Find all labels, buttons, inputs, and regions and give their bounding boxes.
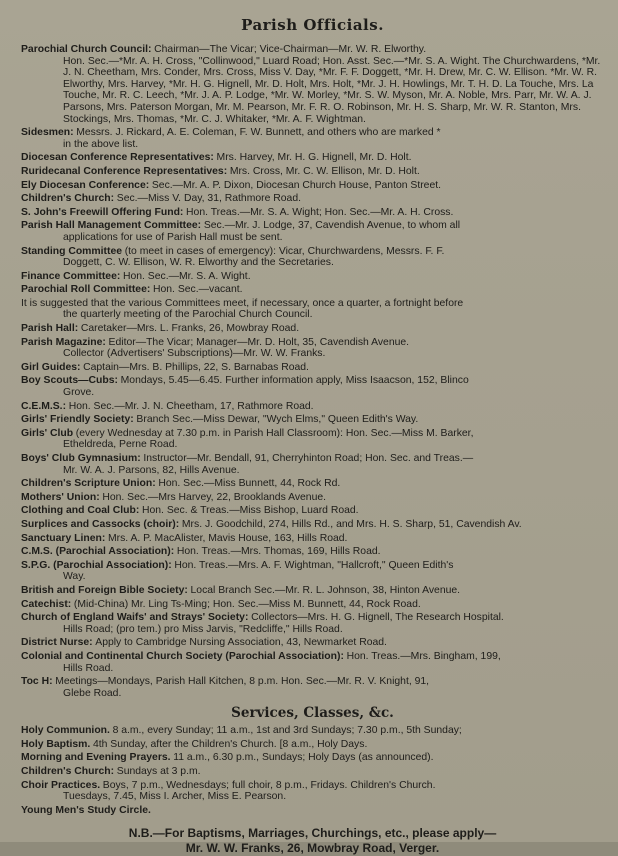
entry-label: Colonial and Continental Church Society (Parochial Association): [21,650,344,662]
entry-catechist [21,599,604,611]
entry-continuation: Hon. Sec.—*Mr. A. H. Cross, "Collinwood," Luard Road; Hon. Asst. Sec.—*Mr. S. A. Wight. The Churchwardens, *Mr. J. N. Cheetham, Mrs. Conder, Mrs. Cross, Miss V. Day, *Mr. F. F. Doggett, *Mr. H. Drew, Mr. C. W. Ellison. *Mr. W. R. Elworthy, Mrs. Harvey, *Mr. H. G. Hignell, Mr. D. Holt, Mrs. Holt, *Mr. J. H. Howlings, Mr. T. H. D. La Touche, Mrs. La Touche, Mr. R. C. Leech, *Mr. J. A. P. Lodge, *Mr. W. Morley, *Mr. S. W. Myson, Mr. A. Noble, Mrs. Parr, Mr. W. A. J. Parsons, Mrs. Paterson Morgan, Mr. M. Pearson, Mr. F. R. O. Robinson, Mr. H. S. Sharp, Mr. W. R. Stanton, Mrs. Stockings, Mrs. Thomas, *Mr. C. J. Whitaker, *Mr. A. F. Wightman. [63,55,601,125]
entry-ruridecanal-conference [21,166,604,178]
entry-text: Hon. Sec.—Miss Bunnett, 44, Rock Rd. [158,478,341,490]
entry-text: Caretaker—Mrs. L. Franks, 26, Mowbray Road. [80,323,300,335]
entry-continuation: Hills Road. [63,662,114,674]
entry-continuation: Way. [63,571,86,583]
entry-label: Diocesan Conference Representatives: [21,152,214,164]
entry-toc-h [21,676,604,699]
nb-line-2: Mr. W. W. Franks, 26, Mowbray Road, Verger. [185,841,440,856]
service-label: Holy Communion. [21,725,110,737]
entry-text: Branch Sec.—Miss Dewar, "Wych Elms," Queen Edith's Way. [136,414,419,426]
entry-cms [21,546,604,558]
entry-continuation: Mr. W. A. J. Parsons, 82, Hills Avenue. [63,464,240,476]
entry-standing-committee [21,246,604,269]
service-text: 11 a.m., 6.30 p.m., Sundays; Holy Days (as announced). [173,752,434,764]
entry-text: Sec.—Mr. J. Lodge, 37, Cavendish Avenue, to whom all [203,220,461,232]
services-list [21,725,604,816]
entry-mothers-union [21,492,604,504]
entry-spg [21,560,604,583]
entry-text: Meetings—Mondays, Parish Hall Kitchen, 8 p.m. Hon. Sec.—Mr. R. V. Knight, 91, [55,676,430,688]
service-young-mens-study-circle [21,805,604,817]
entry-text: (Mid-China) Mr. Ling Ts-Ming; Hon. Sec.—Miss M. Bunnett, 44, Rock Road. [73,598,421,610]
entry-label: Church of England Waifs' and Strays' Society: [21,612,249,624]
nb-line-1: N.B.—For Baptisms, Marriages, Churchings, etc., please apply— [128,826,497,841]
entry-label: District Nurse: [21,637,93,649]
entry-text: Collectors—Mrs. H. G. Hignell, The Research Hospital. [251,612,504,624]
entry-text: Chairman—The Vicar; Vice-Chairman—Mr. W. R. Elworthy. [154,44,427,55]
entry-label: C.E.M.S.: [21,400,67,412]
entry-diocesan-conference [21,152,604,164]
entry-label: Surplices and Cassocks (choir): [21,518,180,530]
entry-label: Mothers' Union: [21,491,100,503]
entry-text: Messrs. J. Rickard, A. E. Coleman, F. W. Bunnett, and others who are marked * [76,127,441,139]
entry-parochial-roll [21,284,604,296]
service-holy-communion [21,725,604,737]
entry-label: Clothing and Coal Club: [21,505,140,517]
entry-label: Girl Guides: [21,361,81,373]
entry-text: Hon. Sec.—Mr. J. N. Cheetham, 17, Rathmore Road. [68,400,314,412]
entry-continuation: in the above list. [63,138,139,150]
entry-label: Girls' Friendly Society: [21,414,134,426]
note-continuation: the quarterly meeting of the Parochial Church Council. [63,309,313,321]
entry-boys-club [21,453,604,476]
service-label: Holy Baptism. [21,738,91,750]
entry-text: Hon. Sec.—Mr. S. A. Wight. [122,270,251,282]
entry-text: (every Wednesday at 7.30 p.m. in Parish Hall Classroom): Hon. Sec.—Miss M. Barker, [75,427,474,439]
entry-label: Ely Diocesan Conference: [21,179,150,191]
nb-notice [21,826,604,856]
entry-text: Hon. Treas.—Mrs. Thomas, 169, Hills Road. [176,546,381,558]
entry-girl-guides [21,362,604,374]
entry-continuation: applications for use of Parish Hall must be sent. [63,231,283,243]
organisations-list [21,323,604,699]
entry-text: Sec.—Mr. A. P. Dixon, Diocesan Church House, Panton Street. [151,179,442,191]
service-label: Choir Practices. [21,779,101,791]
entry-bible-society [21,585,604,597]
entry-sanctuary-linen [21,533,604,545]
entry-sidesmen [21,127,604,150]
entry-surplices-cassocks [21,519,604,531]
service-text: 4th Sunday, after the Children's Church. [8 a.m., Holy Days. [92,738,368,750]
entry-continuation: Grove. [63,387,95,399]
entry-text: Apply to Cambridge Nursing Association, 43, Newmarket Road. [95,637,387,649]
entry-text: Instructor—Mr. Bendall, 91, Cherryhinton Road; Hon. Sec. and Treas.— [143,453,474,464]
entry-colonial-continental [21,651,604,674]
entry-ely-diocesan-conference [21,180,604,192]
entry-scripture-union [21,478,604,490]
entry-label: S. John's Freewill Offering Fund: [21,206,184,218]
entry-label: Boys' Club Gymnasium: [21,453,141,464]
service-holy-baptism [21,739,604,751]
entry-label: S.P.G. (Parochial Association): [21,559,172,571]
entry-label: Standing Committee [21,245,123,257]
entry-text: Editor—The Vicar; Manager—Mr. D. Holt, 35, Cavendish Avenue. [108,336,410,348]
entry-text: Sec.—Miss V. Day, 31, Rathmore Road. [116,193,301,205]
service-morning-evening-prayers [21,752,604,764]
entry-label: Children's Church: [21,193,115,205]
entry-text: Hon. Treas.—Mrs. A. F. Wightman, "Hallcroft," Queen Edith's [174,559,454,571]
entry-text: Hon. Treas.—Mr. S. A. Wight; Hon. Sec.—Mr. A. H. Cross. [186,206,454,218]
entry-text: Mrs. J. Goodchild, 274, Hills Rd., and Mrs. H. S. Sharp, 51, Cavendish Av. [181,518,522,530]
entry-continuation: Etheldreda, Perne Road. [63,439,178,451]
entry-freewill-offering [21,207,604,219]
entry-childrens-church [21,193,604,205]
entry-text: (to meet in cases of emergency): Vicar, Churchwardens, Messrs. F. F. [124,245,445,257]
entry-label: Finance Committee: [21,270,121,282]
service-text: Sundays at 3 p.m. [116,766,201,778]
service-label: Morning and Evening Prayers. [21,752,171,764]
entry-text: Hon. Sec.—vacant. [153,284,243,296]
service-text: 8 a.m., every Sunday; 11 a.m., 1st and 3rd Sundays; 7.30 p.m., 5th Sunday; [112,725,462,737]
entry-girls-friendly-society [21,414,604,426]
entry-label: Parish Magazine: [21,336,106,348]
entry-label: Catechist: [21,598,72,610]
entry-text: Hon. Treas.—Mrs. Bingham, 199, [346,650,501,662]
service-label: Children's Church: [21,766,115,778]
entry-girls-club [21,428,604,451]
entry-continuation: Glebe Road. [63,687,122,699]
entry-text: Mrs. Harvey, Mr. H. G. Hignell, Mr. D. Holt. [216,152,412,164]
entry-text: Hon. Sec.—Mrs Harvey, 22, Brooklands Avenue. [102,491,327,503]
service-text: Boys, 7 p.m., Wednesdays; full choir, 8 p.m., Fridays. Children's Church. [102,779,436,791]
service-continuation: Tuesdays, 7.45, Miss I. Archer, Miss E. Pearson. [63,791,287,803]
entry-label: Sidesmen: [21,127,74,139]
entry-label: Sanctuary Linen: [21,532,106,544]
entry-continuation: Doggett, C. W. Ellison, W. R. Elworthy and the Secretaries. [63,257,334,269]
entry-continuation: Collector (Advertisers' Subscriptions)—Mr. W. W. Franks. [63,348,326,360]
entry-text: Mrs. Cross, Mr. C. W. Ellison, Mr. D. Holt. [229,165,420,177]
note-text: It is suggested that the various Committees meet, if necessary, once a quarter, a fortnight before [21,297,464,309]
entry-boy-scouts [21,375,604,398]
entry-text: Local Branch Sec.—Mr. R. L. Johnson, 38, Hinton Avenue. [190,584,461,596]
officials-list [21,44,604,321]
entry-label: Parochial Roll Committee: [21,284,151,296]
entry-parish-hall [21,323,604,335]
entry-finance-committee [21,271,604,283]
page-title: Parish Officials. [241,16,384,34]
entry-label: Parish Hall: [21,323,79,335]
entry-district-nurse [21,637,604,649]
entry-clothing-coal-club [21,505,604,517]
entry-parish-magazine [21,337,604,360]
service-childrens-church [21,766,604,778]
entry-text: Captain—Mrs. B. Phillips, 22, S. Barnabas Road. [83,361,309,373]
entry-text: Hon. Sec. & Treas.—Miss Bishop, Luard Road. [141,505,359,517]
entry-label: Parish Hall Management Committee: [21,220,202,232]
entry-label: Children's Scripture Union: [21,478,156,490]
entry-cems [21,401,604,413]
entry-parochial-church-council [21,44,604,125]
committees-note [21,298,604,321]
entry-label: British and Foreign Bible Society: [21,584,188,596]
service-label: Young Men's Study Circle. [21,804,151,816]
entry-parish-hall-management [21,220,604,243]
entry-label: C.M.S. (Parochial Association): [21,546,175,558]
entry-label: Girls' Club [21,427,74,439]
services-heading: Services, Classes, &c. [231,705,394,722]
entry-text: Mrs. A. P. MacAlister, Mavis House, 163, Hills Road. [107,532,348,544]
entry-label: Ruridecanal Conference Representatives: [21,165,228,177]
entry-continuation: Hills Road; (pro tem.) pro Miss Jarvis, "Redcliffe," Hills Road. [63,623,343,635]
entry-label: Boy Scouts—Cubs: [21,375,118,387]
entry-text: Mondays, 5.45—6.45. Further information apply, Miss Isaacson, 152, Blinco [120,375,469,387]
entry-waifs-strays [21,612,604,635]
entry-label: Toc H: [21,676,53,688]
service-choir-practices [21,780,604,803]
entry-label: Parochial Church Council: [21,44,152,55]
